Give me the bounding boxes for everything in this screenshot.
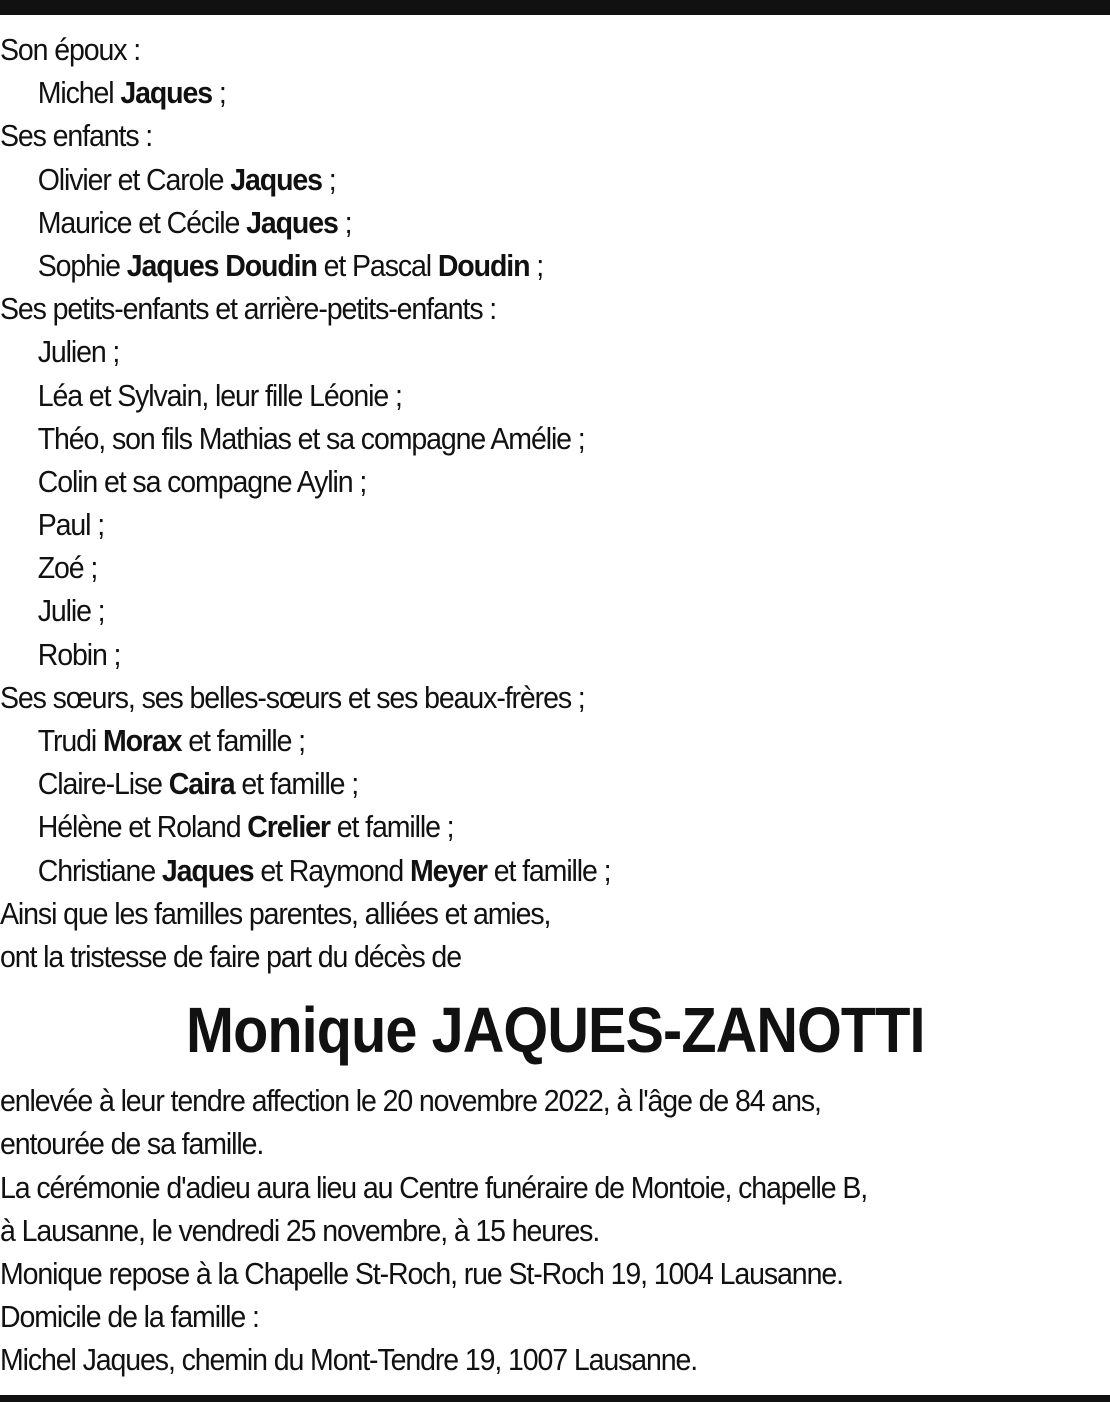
family-member-line [0, 201, 1021, 244]
line-text: ; [529, 247, 544, 283]
line-text: Zoé ; [37, 550, 98, 586]
surname: Meyer [409, 852, 487, 888]
line-text: Paul ; [37, 507, 105, 543]
family-member-line [0, 633, 1021, 676]
death-notice [0, 28, 1110, 1381]
surname: Jaques [120, 75, 213, 111]
family-list [0, 28, 1110, 978]
family-member-line [0, 158, 1021, 201]
family-member-line [0, 71, 1021, 114]
line-text: ; [212, 75, 226, 111]
line-text: et Raymond [253, 852, 410, 888]
line-text: Christiane [37, 852, 162, 888]
line-text: Julie ; [37, 593, 105, 629]
line-text: et Pascal [316, 247, 438, 283]
family-group-heading [0, 28, 1021, 71]
detail-line: Domicile de la famille : [0, 1299, 259, 1335]
line-text: Hélène et Roland [37, 809, 248, 845]
family-group-heading [0, 676, 1021, 719]
line-text: Ses sœurs, ses belles-sœurs et ses beaux-frères ; [0, 679, 585, 715]
detail-line: Monique repose à la Chapelle St-Roch, rue St-Roch 19, 1004 Lausanne. [0, 1255, 843, 1291]
line-text: et famille ; [234, 766, 359, 802]
family-member-line [0, 805, 1021, 848]
surname: Caira [168, 766, 235, 802]
line-text: ont la tristesse de faire part du décès de [0, 938, 461, 974]
detail-line: enlevée à leur tendre affection le 20 novembre 2022, à l'âge de 84 ans, [0, 1083, 821, 1119]
family-group-heading [0, 892, 1021, 935]
family-member-line [0, 460, 1021, 503]
family-member-line [0, 589, 1021, 632]
line-text: et famille ; [486, 852, 611, 888]
line-text: Olivier et Carole [37, 161, 231, 197]
family-member-line [0, 244, 1021, 287]
family-member-line [0, 849, 1021, 892]
line-text: Ses petits-enfants et arrière-petits-enfants : [0, 291, 497, 327]
deceased-name [0, 990, 1110, 1070]
line-text: Théo, son fils Mathias et sa compagne Amélie ; [37, 420, 585, 456]
family-member-line [0, 546, 1021, 589]
surname: Jaques Doudin [126, 247, 317, 283]
surname: Doudin [437, 247, 530, 283]
line-text: Léa et Sylvain, leur fille Léonie ; [37, 377, 402, 413]
line-text: Colin et sa compagne Aylin ; [37, 463, 367, 499]
family-member-line [0, 762, 1021, 805]
line-text: Trudi [37, 723, 103, 758]
surname: Crelier [247, 809, 330, 845]
family-member-line [0, 719, 1021, 762]
ceremony-details [0, 1079, 1110, 1381]
detail-line: entourée de sa famille. [0, 1126, 264, 1162]
line-text: Ses enfants : [0, 118, 153, 154]
line-text: et famille ; [181, 723, 305, 758]
line-text: Sophie [37, 247, 127, 283]
line-text: Julien ; [37, 334, 120, 370]
line-text: Son époux : [0, 32, 141, 67]
line-text: Michel [37, 75, 121, 111]
detail-line: La cérémonie d'adieu aura lieu au Centre funéraire de Montoie, chapelle B, [0, 1169, 868, 1205]
line-text: ; [337, 204, 352, 240]
bottom-rule [0, 1395, 1110, 1402]
surname: Jaques [230, 161, 322, 197]
family-member-line [0, 503, 1021, 546]
detail-line: à Lausanne, le vendredi 25 novembre, à 15 heures. [0, 1212, 600, 1248]
detail-line: Michel Jaques, chemin du Mont-Tendre 19, 1007 Lausanne. [0, 1342, 698, 1378]
family-group-heading [0, 935, 1021, 978]
line-text: Maurice et Cécile [37, 204, 247, 240]
surname: Jaques [161, 852, 254, 888]
surname: Morax [102, 723, 182, 758]
deceased-name-text: Monique JAQUES-ZANOTTI [185, 994, 925, 1067]
family-member-line [0, 330, 1021, 373]
family-member-line [0, 417, 1021, 460]
family-group-heading [0, 287, 1021, 330]
line-text: ; [321, 161, 336, 197]
surname: Jaques [246, 204, 338, 240]
line-text: et famille ; [329, 809, 454, 845]
family-group-heading [0, 114, 1021, 157]
top-rule [0, 0, 1110, 15]
line-text: Ainsi que les familles parentes, alliées et amies, [0, 895, 551, 931]
line-text: Claire-Lise [37, 766, 169, 802]
line-text: Robin ; [37, 636, 121, 672]
family-member-line [0, 374, 1021, 417]
